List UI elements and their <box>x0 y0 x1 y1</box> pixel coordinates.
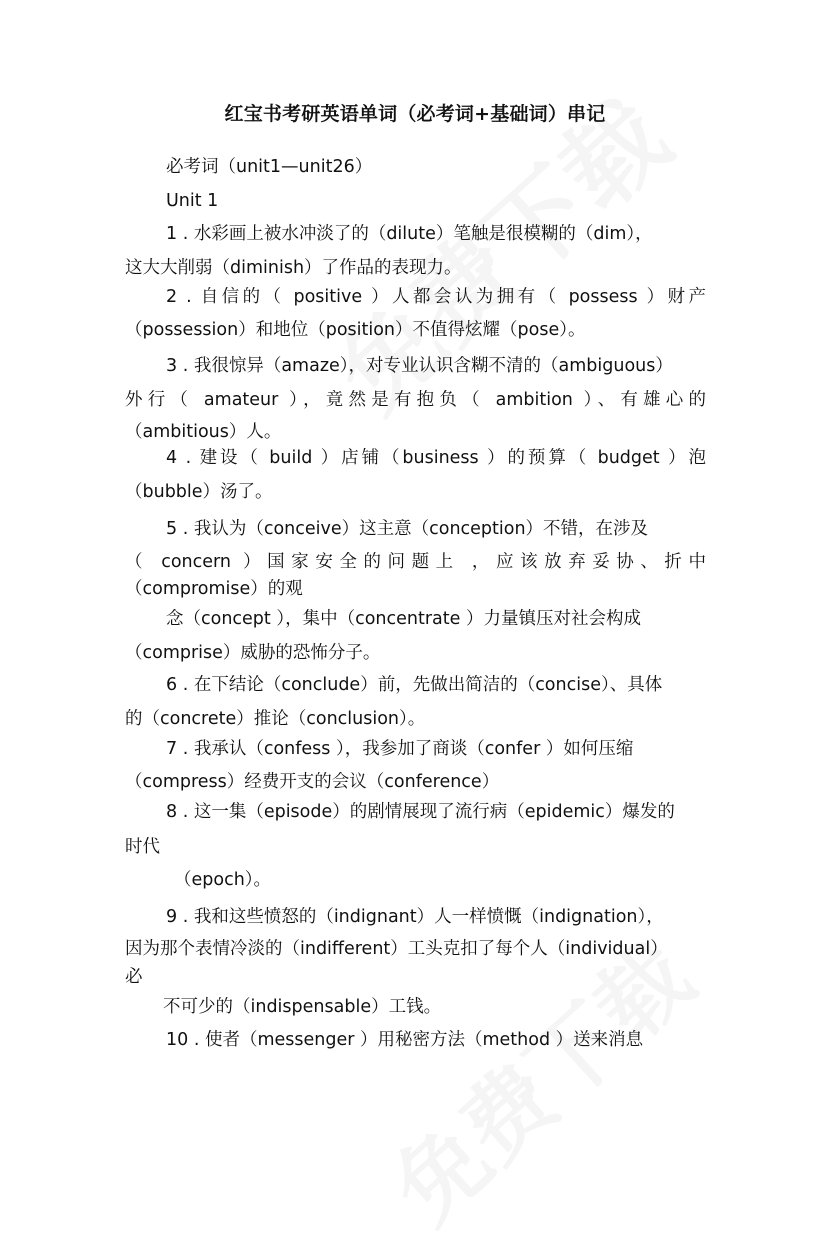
paragraph-line: 9 . 我和这些愤怒的（indignant）人一样愤慨（indignation）， <box>166 907 664 927</box>
paragraph-line: 念（concept ），集中（concentrate ）力量镇压对社会构成 <box>166 609 641 629</box>
paragraph-line: 5 . 我认为（conceive）这主意（conception）不错，在涉及 <box>166 519 649 539</box>
section-heading: 必考词（unit1—unit26） <box>166 157 373 177</box>
paragraph-line: 的（concrete）推论（conclusion）。 <box>125 709 426 729</box>
paragraph-line: （compromise）的观 <box>125 579 303 599</box>
paragraph-line: 3 . 我很惊异（amaze），对专业认识含糊不清的（ambiguous） <box>166 356 673 376</box>
paragraph-line: 4 . 建设（ build ）店铺（business ）的预算（ budget ）泡 <box>166 448 706 468</box>
paragraph-line: 这大大削弱（diminish）了作品的表现力。 <box>125 258 462 278</box>
paragraph-line: 必 <box>125 967 143 987</box>
paragraph-line: （compress）经费开支的会议（conference） <box>125 772 500 792</box>
unit-heading: Unit 1 <box>166 191 219 211</box>
paragraph-line: （comprise）威胁的恐怖分子。 <box>125 643 381 663</box>
paragraph-line: 外行（ amateur ），竟然是有抱负（ ambition ）、有雄心的 <box>125 390 706 410</box>
paragraph-line: （possession）和地位（position）不值得炫耀（pose）。 <box>125 320 586 340</box>
paragraph-line: （epoch）。 <box>174 870 272 890</box>
paragraph-line: 不可少的（indispensable）工钱。 <box>163 997 442 1017</box>
paragraph-line: 10 . 使者（messenger ）用秘密方法（method ）送来消息 <box>166 1030 644 1050</box>
paragraph-line: 8 . 这一集（episode）的剧情展现了流行病（epidemic）爆发的 <box>166 802 675 822</box>
paragraph-line: 1 . 水彩画上被水冲淡了的（dilute）笔触是很模糊的（dim）， <box>166 224 653 244</box>
paragraph-line: 时代 <box>125 837 160 857</box>
paragraph-line: 7 . 我承认（confess ），我参加了商谈（confer ）如何压缩 <box>166 739 634 759</box>
paragraph-line: （bubble）汤了。 <box>125 482 273 502</box>
paragraph-line: 6 . 在下结论（conclude）前，先做出简洁的（concise）、具体 <box>166 675 663 695</box>
paragraph-line: 因为那个表情冷淡的（indifferent）工头克扣了每个人（individual） <box>125 939 668 959</box>
document-title: 红宝书考研英语单词（必考词+基础词）串记 <box>224 103 606 125</box>
paragraph-line: 2 . 自信的（ positive ）人都会认为拥有（ possess ）财产 <box>166 287 706 307</box>
paragraph-line: （ concern ）国家安全的问题上 ，应该放弃妥协、折中 <box>125 552 706 572</box>
paragraph-line: （ambitious）人。 <box>125 422 282 442</box>
